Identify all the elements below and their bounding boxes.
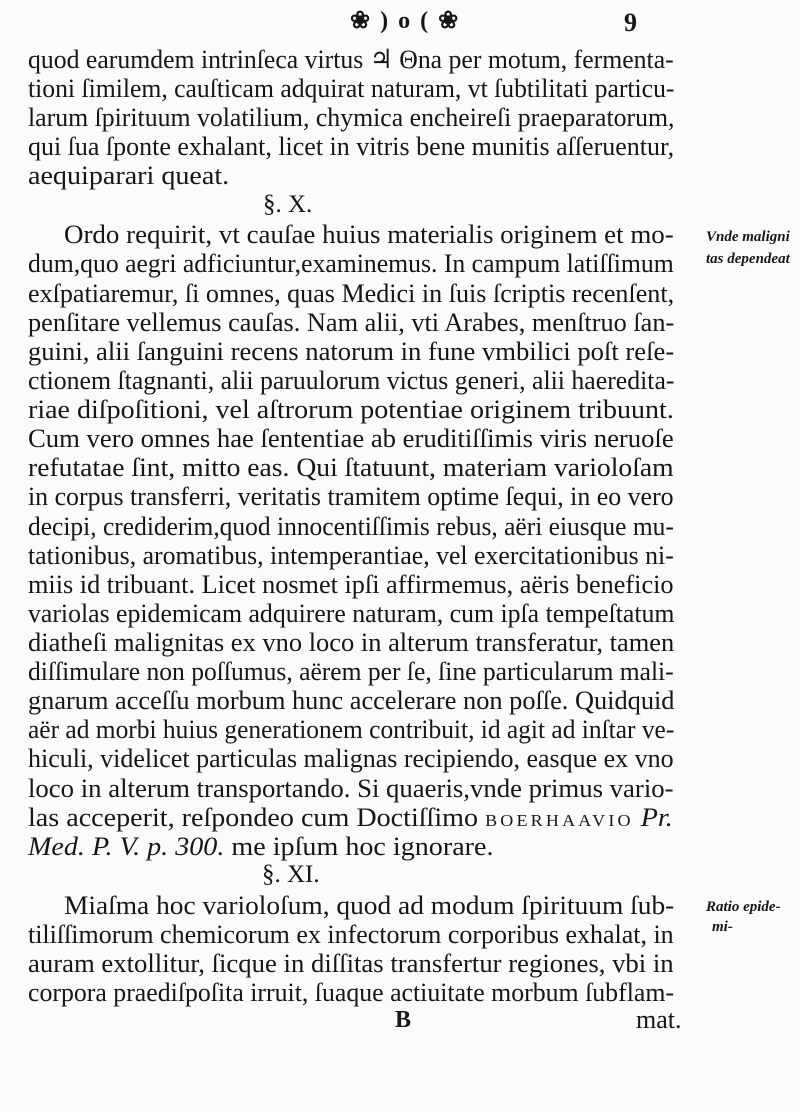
text-line: diſſimulare non poſſumus, aërem per ſe, ſine particularum mali- (28, 656, 674, 686)
text-line: variolas epidemicam adquirere naturam, cum ipſa tempeſtatum (28, 598, 675, 628)
text-line: guini, alii ſanguini recens natorum in fune vmbilici poſt reſe- (28, 336, 675, 366)
text-line: auram extollitur, ſicque in diſſitas transfertur regiones, vbi in (28, 948, 674, 978)
text-line: dum,quo aegri adficiuntur,examinemus. In campum latiſſimum (28, 248, 674, 278)
text-line: corpora praediſpoſita irruit, ſuaque actiuitate morbum ſubflam- (28, 977, 675, 1007)
text-line: exſpatiaremur, ſi omnes, quas Medici in ſuis ſcriptis recenſent, (28, 278, 675, 308)
text-line: ctionem ſtagnanti, alii paruulorum victus generi, alii haeredita- (28, 365, 675, 395)
citation: Med. P. V. p. 300. (28, 831, 225, 861)
text-line-end: me ipſum hoc ignorare. (224, 831, 494, 861)
marginal-note: tas dependeat (706, 251, 790, 267)
text-line: tationibus, aromatibus, intemperantiae, vel exercitationibus ni- (28, 540, 674, 570)
text-line: larum ſpirituum volatilium, chymica encheireſi praeparatorum, (28, 102, 675, 132)
text-line: Cum vero omnes hae ſententiae ab eruditiſſimis viris neruoſe (28, 423, 674, 453)
text-line: miis id tribuant. Licet nosmet ipſi affirmemus, aëris beneficio (28, 569, 674, 599)
text-line: Ordo requirit, vt cauſae huius materialis originem et mo- (64, 219, 674, 249)
citation-abbrev: Pr. (640, 802, 673, 832)
text-line: penſitare vellemus cauſas. Nam alii, vti Arabes, menſtruo ſan- (28, 307, 675, 337)
text-line-start: las acceperit, reſpondeo cum Doctiſſimo (28, 802, 479, 832)
author-name: BOERHAAVIO (485, 811, 634, 830)
header-ornament: ❀ ) o ( ❀ (350, 8, 461, 34)
text-line: gnarum acceſſu morbum hunc accelerare non poſſe. Quidquid (28, 685, 675, 715)
text-line: aequiparari queat. (28, 160, 230, 190)
text-line: riae diſpoſitioni, vel aſtrorum potentiae originem tribuunt. (28, 394, 674, 424)
running-header (0, 6, 800, 36)
text-line: decipi, crediderim,quod innocentiſſimis rebus, aëri eiusque mu- (28, 511, 674, 541)
text-line: tioni ſimilem, cauſticam adquirat naturam, vt ſubtilitati particu- (28, 73, 675, 103)
text-line: Miaſma hoc varioloſum, quod ad modum ſpirituum ſub- (64, 890, 675, 920)
marginal-note: mi- (712, 919, 733, 935)
section-heading: §. X. (263, 191, 313, 218)
catchword: mat. (636, 1005, 682, 1034)
text-line: qui ſua ſponte exhalant, licet in vitris bene munitis aſſeruentur, (28, 131, 675, 161)
text-line: aër ad morbi huius generationem contribuit, id agit ad inſtar ve- (28, 714, 675, 744)
page-number: 9 (624, 8, 637, 37)
text-line: tiliſſimorum chemicorum ex infectorum corporibus exhalat, in (28, 919, 674, 949)
signature-mark: B (395, 1007, 412, 1033)
marginal-note: Vnde maligni (706, 229, 790, 245)
text-line: quod earumdem intrinſeca virtus ♃ Θna per motum, fermenta- (28, 44, 674, 74)
marginal-note: Ratio epide- (706, 899, 781, 915)
text-line: refutatae ſint, mitto eas. Qui ſtatuunt, materiam varioloſam (28, 452, 674, 482)
text-line (28, 831, 494, 861)
text-line: in corpus transferri, veritatis tramitem optime ſequi, in eo vero (28, 481, 674, 511)
section-heading: §. XI. (262, 861, 320, 888)
text-line: diatheſi malignitas ex vno loco in alterum transferatur, tamen (28, 627, 675, 657)
text-line: loco in alterum transportando. Si quaeris,vnde primus vario- (28, 773, 674, 803)
text-line: hiculi, videlicet particulas malignas recipiendo, easque ex vno (28, 743, 674, 773)
